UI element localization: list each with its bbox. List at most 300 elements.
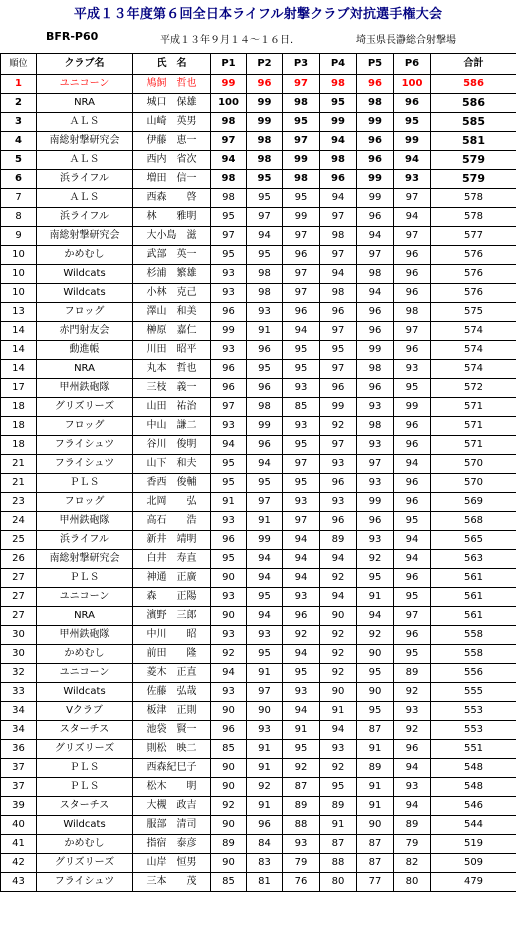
club-cell: ＡＬＳ bbox=[37, 151, 133, 170]
series-p3-score: 94 bbox=[283, 531, 320, 550]
series-p2-score: 90 bbox=[247, 702, 283, 721]
series-p3-score: 98 bbox=[283, 94, 320, 113]
series-p2-score: 96 bbox=[247, 816, 283, 835]
series-p1-score: 93 bbox=[211, 512, 247, 531]
total-score-cell: 577 bbox=[431, 227, 516, 246]
club-cell: 甲州鉄砲隊 bbox=[37, 512, 133, 531]
table-row bbox=[1, 645, 516, 664]
series-p4-score: 96 bbox=[320, 512, 357, 531]
table-row bbox=[1, 227, 516, 246]
rank-cell: 26 bbox=[1, 550, 37, 569]
series-p4-score: 97 bbox=[320, 208, 357, 227]
series-p5-score: 93 bbox=[357, 474, 394, 493]
shooter-name-cell: 澤山 和美 bbox=[133, 303, 211, 322]
series-p1-score: 94 bbox=[211, 664, 247, 683]
total-score-cell: 558 bbox=[431, 645, 516, 664]
series-p2-score: 95 bbox=[247, 360, 283, 379]
rank-cell: 39 bbox=[1, 797, 37, 816]
total-score-cell: 569 bbox=[431, 493, 516, 512]
total-score-cell: 558 bbox=[431, 626, 516, 645]
total-score-cell: 555 bbox=[431, 683, 516, 702]
total-score-cell: 574 bbox=[431, 360, 516, 379]
series-p6-score: 95 bbox=[394, 379, 431, 398]
shooter-name-cell: 菱木 正直 bbox=[133, 664, 211, 683]
shooter-name-cell: 西内 省次 bbox=[133, 151, 211, 170]
rank-cell: 36 bbox=[1, 740, 37, 759]
series-p1-score: 96 bbox=[211, 531, 247, 550]
club-cell: フライシュツ bbox=[37, 873, 133, 892]
series-p2-score: 99 bbox=[247, 417, 283, 436]
club-cell: NRA bbox=[37, 607, 133, 626]
series-p1-score: 94 bbox=[211, 151, 247, 170]
series-p5-score: 90 bbox=[357, 816, 394, 835]
series-p1-score: 96 bbox=[211, 303, 247, 322]
total-score-cell: 578 bbox=[431, 208, 516, 227]
series-p6-score: 94 bbox=[394, 208, 431, 227]
series-p1-score: 92 bbox=[211, 797, 247, 816]
series-p3-score: 97 bbox=[283, 265, 320, 284]
shooter-name-cell: 板津 正則 bbox=[133, 702, 211, 721]
table-row bbox=[1, 550, 516, 569]
table-row bbox=[1, 474, 516, 493]
series-p5-score: 89 bbox=[357, 759, 394, 778]
club-cell: かめむし bbox=[37, 645, 133, 664]
shooter-name-cell: 大槻 政吉 bbox=[133, 797, 211, 816]
series-p1-score: 90 bbox=[211, 816, 247, 835]
series-p3-score: 93 bbox=[283, 683, 320, 702]
col-header-p5: P5 bbox=[357, 54, 394, 75]
series-p5-score: 97 bbox=[357, 246, 394, 265]
rank-cell: 37 bbox=[1, 759, 37, 778]
series-p6-score: 94 bbox=[394, 531, 431, 550]
series-p6-score: 96 bbox=[394, 493, 431, 512]
series-p1-score: 95 bbox=[211, 208, 247, 227]
series-p1-score: 92 bbox=[211, 645, 247, 664]
series-p6-score: 94 bbox=[394, 151, 431, 170]
page-title: 平成１３年度第６回全日本ライフル射撃クラブ対抗選手権大会 bbox=[73, 7, 443, 22]
series-p3-score: 95 bbox=[283, 436, 320, 455]
series-p3-score: 97 bbox=[283, 455, 320, 474]
series-p2-score: 95 bbox=[247, 246, 283, 265]
series-p3-score: 95 bbox=[283, 664, 320, 683]
total-score-cell: 571 bbox=[431, 417, 516, 436]
series-p2-score: 81 bbox=[247, 873, 283, 892]
series-p6-score: 93 bbox=[394, 170, 431, 189]
club-cell: かめむし bbox=[37, 246, 133, 265]
series-p6-score: 96 bbox=[394, 436, 431, 455]
series-p3-score: 95 bbox=[283, 360, 320, 379]
series-p1-score: 93 bbox=[211, 683, 247, 702]
shooter-name-cell: 指宿 泰彦 bbox=[133, 835, 211, 854]
series-p2-score: 99 bbox=[247, 113, 283, 132]
series-p6-score: 79 bbox=[394, 835, 431, 854]
series-p3-score: 96 bbox=[283, 303, 320, 322]
total-score-cell: 575 bbox=[431, 303, 516, 322]
table-row bbox=[1, 512, 516, 531]
club-cell: フロッグ bbox=[37, 303, 133, 322]
table-row bbox=[1, 246, 516, 265]
series-p3-score: 93 bbox=[283, 588, 320, 607]
series-p2-score: 95 bbox=[247, 588, 283, 607]
rank-cell: 24 bbox=[1, 512, 37, 531]
table-row bbox=[1, 854, 516, 873]
club-cell: Vクラブ bbox=[37, 702, 133, 721]
shooter-name-cell: 榊原 嘉仁 bbox=[133, 322, 211, 341]
series-p4-score: 91 bbox=[320, 702, 357, 721]
table-row bbox=[1, 303, 516, 322]
series-p5-score: 87 bbox=[357, 854, 394, 873]
series-p2-score: 83 bbox=[247, 854, 283, 873]
club-cell: 甲州鉄砲隊 bbox=[37, 626, 133, 645]
series-p4-score: 97 bbox=[320, 322, 357, 341]
total-score-cell: 576 bbox=[431, 246, 516, 265]
club-cell: Wildcats bbox=[37, 284, 133, 303]
series-p4-score: 97 bbox=[320, 360, 357, 379]
total-score-cell: 546 bbox=[431, 797, 516, 816]
series-p2-score: 92 bbox=[247, 778, 283, 797]
table-row bbox=[1, 702, 516, 721]
rank-cell: 14 bbox=[1, 341, 37, 360]
series-p3-score: 93 bbox=[283, 493, 320, 512]
total-score-cell: 571 bbox=[431, 398, 516, 417]
series-p5-score: 96 bbox=[357, 208, 394, 227]
event-venue: 埼玉県長瀞総合射撃場 bbox=[356, 35, 456, 46]
series-p4-score: 99 bbox=[320, 398, 357, 417]
shooter-name-cell: 中山 謙二 bbox=[133, 417, 211, 436]
club-cell: NRA bbox=[37, 360, 133, 379]
series-p1-score: 90 bbox=[211, 607, 247, 626]
shooter-name-cell: 小林 克己 bbox=[133, 284, 211, 303]
shooter-name-cell: 池袋 賢一 bbox=[133, 721, 211, 740]
series-p5-score: 96 bbox=[357, 151, 394, 170]
series-p5-score: 77 bbox=[357, 873, 394, 892]
table-row bbox=[1, 284, 516, 303]
rank-cell: 9 bbox=[1, 227, 37, 246]
rank-cell: 25 bbox=[1, 531, 37, 550]
series-p3-score: 87 bbox=[283, 778, 320, 797]
series-p6-score: 93 bbox=[394, 778, 431, 797]
series-p6-score: 93 bbox=[394, 702, 431, 721]
series-p4-score: 90 bbox=[320, 607, 357, 626]
series-p6-score: 97 bbox=[394, 607, 431, 626]
table-row bbox=[1, 683, 516, 702]
total-score-cell: 579 bbox=[431, 170, 516, 189]
club-cell: ＰＬＳ bbox=[37, 569, 133, 588]
series-p2-score: 95 bbox=[247, 474, 283, 493]
table-row bbox=[1, 151, 516, 170]
table-row bbox=[1, 170, 516, 189]
series-p6-score: 95 bbox=[394, 113, 431, 132]
series-p4-score: 89 bbox=[320, 531, 357, 550]
series-p6-score: 96 bbox=[394, 417, 431, 436]
series-p3-score: 97 bbox=[283, 227, 320, 246]
series-p4-score: 92 bbox=[320, 626, 357, 645]
club-cell: ＰＬＳ bbox=[37, 778, 133, 797]
series-p5-score: 99 bbox=[357, 113, 394, 132]
total-score-cell: 581 bbox=[431, 132, 516, 151]
series-p1-score: 93 bbox=[211, 626, 247, 645]
shooter-name-cell: 山下 和夫 bbox=[133, 455, 211, 474]
total-score-cell: 578 bbox=[431, 189, 516, 208]
rank-cell: 43 bbox=[1, 873, 37, 892]
club-cell: 南総射撃研究会 bbox=[37, 132, 133, 151]
series-p2-score: 96 bbox=[247, 341, 283, 360]
shooter-name-cell: 杉浦 繁雄 bbox=[133, 265, 211, 284]
total-score-cell: 574 bbox=[431, 322, 516, 341]
series-p6-score: 96 bbox=[394, 474, 431, 493]
table-row bbox=[1, 379, 516, 398]
table-row bbox=[1, 341, 516, 360]
series-p1-score: 93 bbox=[211, 284, 247, 303]
series-p6-score: 96 bbox=[394, 246, 431, 265]
series-p2-score: 84 bbox=[247, 835, 283, 854]
series-p2-score: 93 bbox=[247, 721, 283, 740]
club-cell: NRA bbox=[37, 94, 133, 113]
series-p5-score: 96 bbox=[357, 379, 394, 398]
table-row bbox=[1, 797, 516, 816]
series-p1-score: 97 bbox=[211, 132, 247, 151]
club-cell: Wildcats bbox=[37, 816, 133, 835]
shooter-name-cell: 中川 昭 bbox=[133, 626, 211, 645]
series-p4-score: 97 bbox=[320, 436, 357, 455]
series-p5-score: 98 bbox=[357, 417, 394, 436]
series-p1-score: 99 bbox=[211, 322, 247, 341]
shooter-name-cell: 山崎 英男 bbox=[133, 113, 211, 132]
series-p4-score: 99 bbox=[320, 113, 357, 132]
shooter-name-cell: 前田 隆 bbox=[133, 645, 211, 664]
rank-cell: 33 bbox=[1, 683, 37, 702]
total-score-cell: 576 bbox=[431, 265, 516, 284]
series-p3-score: 95 bbox=[283, 341, 320, 360]
shooter-name-cell: 高石 浩 bbox=[133, 512, 211, 531]
club-cell: 南総射撃研究会 bbox=[37, 227, 133, 246]
club-cell: ＰＬＳ bbox=[37, 474, 133, 493]
series-p6-score: 98 bbox=[394, 303, 431, 322]
col-header-total: 合計 bbox=[431, 54, 516, 75]
series-p1-score: 98 bbox=[211, 170, 247, 189]
series-p6-score: 89 bbox=[394, 816, 431, 835]
series-p6-score: 93 bbox=[394, 360, 431, 379]
series-p5-score: 97 bbox=[357, 455, 394, 474]
series-p4-score: 94 bbox=[320, 132, 357, 151]
series-p1-score: 95 bbox=[211, 455, 247, 474]
class-code: BFR-P60 bbox=[46, 30, 99, 43]
series-p6-score: 96 bbox=[394, 740, 431, 759]
table-row bbox=[1, 436, 516, 455]
shooter-name-cell: 鳩飼 哲也 bbox=[133, 75, 211, 94]
shooter-name-cell: 松木 明 bbox=[133, 778, 211, 797]
shooter-name-cell: 谷川 俊明 bbox=[133, 436, 211, 455]
series-p1-score: 93 bbox=[211, 417, 247, 436]
series-p4-score: 92 bbox=[320, 645, 357, 664]
series-p2-score: 95 bbox=[247, 645, 283, 664]
series-p3-score: 76 bbox=[283, 873, 320, 892]
rank-cell: 10 bbox=[1, 265, 37, 284]
club-cell: 浜ライフル bbox=[37, 170, 133, 189]
series-p5-score: 87 bbox=[357, 721, 394, 740]
col-header-club: クラブ名 bbox=[37, 54, 133, 75]
club-cell: 甲州鉄砲隊 bbox=[37, 379, 133, 398]
club-cell: フライシュツ bbox=[37, 436, 133, 455]
series-p3-score: 93 bbox=[283, 379, 320, 398]
total-score-cell: 570 bbox=[431, 455, 516, 474]
table-row bbox=[1, 360, 516, 379]
series-p5-score: 93 bbox=[357, 436, 394, 455]
col-header-p1: P1 bbox=[211, 54, 247, 75]
series-p3-score: 95 bbox=[283, 740, 320, 759]
results-table bbox=[0, 53, 516, 892]
series-p4-score: 94 bbox=[320, 588, 357, 607]
series-p6-score: 97 bbox=[394, 227, 431, 246]
series-p6-score: 99 bbox=[394, 398, 431, 417]
series-p3-score: 99 bbox=[283, 151, 320, 170]
series-p4-score: 89 bbox=[320, 797, 357, 816]
total-score-cell: 586 bbox=[431, 94, 516, 113]
series-p1-score: 90 bbox=[211, 759, 247, 778]
series-p4-score: 87 bbox=[320, 835, 357, 854]
club-cell: フライシュツ bbox=[37, 455, 133, 474]
table-row bbox=[1, 398, 516, 417]
table-row bbox=[1, 588, 516, 607]
rank-cell: 4 bbox=[1, 132, 37, 151]
series-p2-score: 94 bbox=[247, 455, 283, 474]
series-p3-score: 97 bbox=[283, 284, 320, 303]
series-p6-score: 97 bbox=[394, 189, 431, 208]
table-row bbox=[1, 873, 516, 892]
series-p3-score: 91 bbox=[283, 721, 320, 740]
series-p4-score: 93 bbox=[320, 493, 357, 512]
series-p5-score: 91 bbox=[357, 740, 394, 759]
total-score-cell: 563 bbox=[431, 550, 516, 569]
series-p2-score: 93 bbox=[247, 626, 283, 645]
series-p5-score: 95 bbox=[357, 569, 394, 588]
series-p4-score: 90 bbox=[320, 683, 357, 702]
series-p2-score: 91 bbox=[247, 664, 283, 683]
series-p3-score: 97 bbox=[283, 512, 320, 531]
table-row bbox=[1, 322, 516, 341]
series-p3-score: 97 bbox=[283, 132, 320, 151]
series-p1-score: 96 bbox=[211, 360, 247, 379]
series-p5-score: 90 bbox=[357, 645, 394, 664]
series-p3-score: 94 bbox=[283, 702, 320, 721]
series-p2-score: 98 bbox=[247, 132, 283, 151]
col-header-p3: P3 bbox=[283, 54, 320, 75]
series-p5-score: 95 bbox=[357, 664, 394, 683]
series-p1-score: 93 bbox=[211, 588, 247, 607]
club-cell: 赤門射友会 bbox=[37, 322, 133, 341]
series-p5-score: 91 bbox=[357, 778, 394, 797]
rank-cell: 13 bbox=[1, 303, 37, 322]
series-p2-score: 97 bbox=[247, 683, 283, 702]
series-p5-score: 94 bbox=[357, 227, 394, 246]
series-p3-score: 89 bbox=[283, 797, 320, 816]
series-p5-score: 96 bbox=[357, 132, 394, 151]
club-cell: ユニコーン bbox=[37, 75, 133, 94]
series-p6-score: 92 bbox=[394, 683, 431, 702]
series-p1-score: 94 bbox=[211, 436, 247, 455]
series-p3-score: 95 bbox=[283, 113, 320, 132]
series-p3-score: 85 bbox=[283, 398, 320, 417]
total-score-cell: 571 bbox=[431, 436, 516, 455]
shooter-name-cell: 山田 祐治 bbox=[133, 398, 211, 417]
series-p2-score: 98 bbox=[247, 151, 283, 170]
series-p6-score: 100 bbox=[394, 75, 431, 94]
series-p6-score: 96 bbox=[394, 284, 431, 303]
rank-cell: 30 bbox=[1, 626, 37, 645]
table-row bbox=[1, 607, 516, 626]
series-p4-score: 91 bbox=[320, 816, 357, 835]
series-p4-score: 96 bbox=[320, 379, 357, 398]
total-score-cell: 553 bbox=[431, 702, 516, 721]
total-score-cell: 579 bbox=[431, 151, 516, 170]
series-p3-score: 94 bbox=[283, 322, 320, 341]
shooter-name-cell: 武部 英一 bbox=[133, 246, 211, 265]
total-score-cell: 572 bbox=[431, 379, 516, 398]
club-cell: スターチス bbox=[37, 797, 133, 816]
col-header-p6: P6 bbox=[394, 54, 431, 75]
series-p3-score: 96 bbox=[283, 246, 320, 265]
rank-cell: 14 bbox=[1, 322, 37, 341]
total-score-cell: 548 bbox=[431, 778, 516, 797]
table-row bbox=[1, 455, 516, 474]
rank-cell: 30 bbox=[1, 645, 37, 664]
series-p5-score: 99 bbox=[357, 493, 394, 512]
series-p6-score: 96 bbox=[394, 626, 431, 645]
series-p6-score: 96 bbox=[394, 569, 431, 588]
series-p5-score: 94 bbox=[357, 607, 394, 626]
total-score-cell: 479 bbox=[431, 873, 516, 892]
rank-cell: 7 bbox=[1, 189, 37, 208]
series-p1-score: 90 bbox=[211, 778, 247, 797]
shooter-name-cell: 北岡 弘 bbox=[133, 493, 211, 512]
series-p1-score: 90 bbox=[211, 702, 247, 721]
series-p1-score: 96 bbox=[211, 379, 247, 398]
series-p3-score: 92 bbox=[283, 759, 320, 778]
rank-cell: 42 bbox=[1, 854, 37, 873]
series-p2-score: 91 bbox=[247, 759, 283, 778]
series-p5-score: 98 bbox=[357, 94, 394, 113]
series-p4-score: 95 bbox=[320, 341, 357, 360]
rank-cell: 17 bbox=[1, 379, 37, 398]
series-p5-score: 96 bbox=[357, 322, 394, 341]
table-header-row bbox=[1, 54, 516, 75]
series-p6-score: 96 bbox=[394, 265, 431, 284]
series-p5-score: 93 bbox=[357, 398, 394, 417]
series-p5-score: 99 bbox=[357, 189, 394, 208]
rank-cell: 27 bbox=[1, 607, 37, 626]
series-p6-score: 95 bbox=[394, 512, 431, 531]
series-p6-score: 94 bbox=[394, 455, 431, 474]
series-p4-score: 95 bbox=[320, 778, 357, 797]
series-p2-score: 94 bbox=[247, 569, 283, 588]
series-p1-score: 91 bbox=[211, 493, 247, 512]
club-cell: ＡＬＳ bbox=[37, 189, 133, 208]
rank-cell: 27 bbox=[1, 588, 37, 607]
series-p6-score: 96 bbox=[394, 94, 431, 113]
club-cell: グリズリーズ bbox=[37, 398, 133, 417]
series-p1-score: 95 bbox=[211, 550, 247, 569]
total-score-cell: 585 bbox=[431, 113, 516, 132]
club-cell: ＰＬＳ bbox=[37, 759, 133, 778]
total-score-cell: 556 bbox=[431, 664, 516, 683]
shooter-name-cell: 白井 寿直 bbox=[133, 550, 211, 569]
series-p1-score: 97 bbox=[211, 227, 247, 246]
series-p5-score: 96 bbox=[357, 75, 394, 94]
rank-cell: 21 bbox=[1, 455, 37, 474]
series-p3-score: 94 bbox=[283, 550, 320, 569]
total-score-cell: 565 bbox=[431, 531, 516, 550]
series-p3-score: 79 bbox=[283, 854, 320, 873]
